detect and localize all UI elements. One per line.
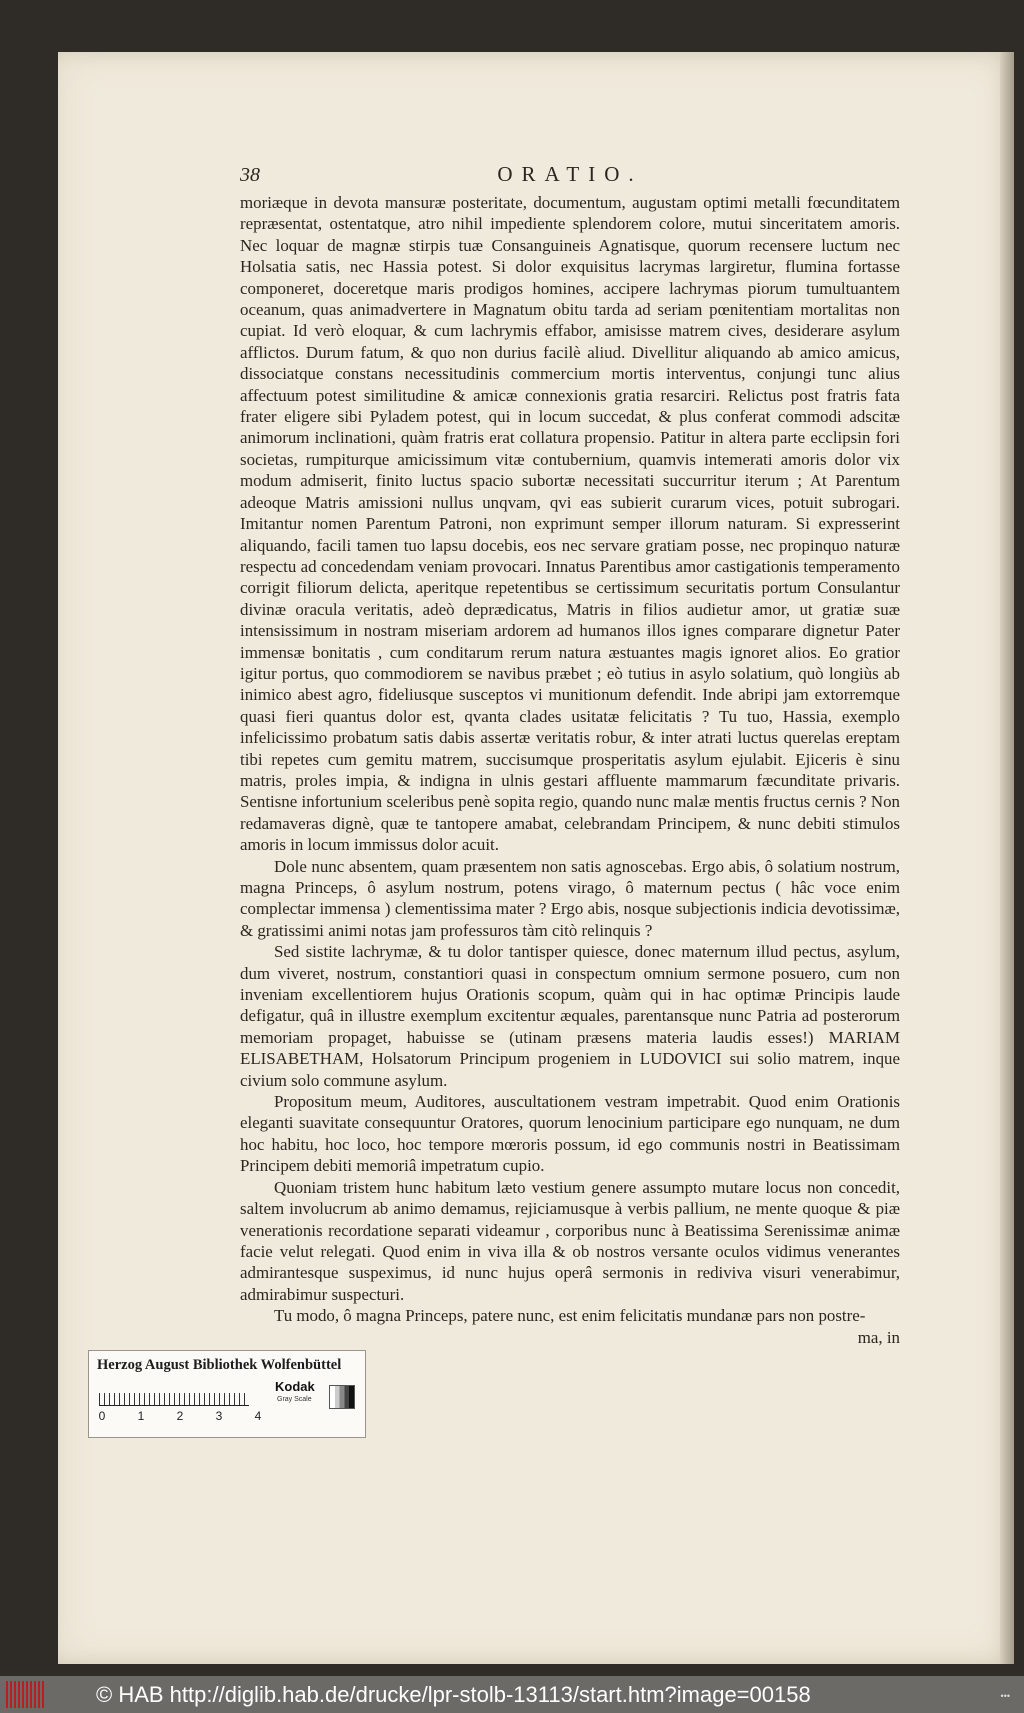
scale-number: 3	[215, 1409, 223, 1423]
scale-number: 1	[137, 1409, 145, 1423]
gray-scale-patch	[329, 1385, 355, 1409]
paragraph-4: Propositum meum, Auditores, auscultationem vestram impetrabit. Quod enim Orationis eleganti suavitate consequuntur Oratores, quorum lenocinium participare ego nunquam, ne dum hoc habitu, hoc loco, hoc tempore mœroris possum, id ego communis nostri in Beatissimam Principem debiti memoriâ impetratum cupio.	[240, 1092, 900, 1176]
running-head	[240, 160, 900, 190]
library-name: Herzog August Bibliothek Wolfenbüttel	[97, 1357, 342, 1373]
scale-ruler	[99, 1381, 249, 1406]
kodak-logo-text: Kodak	[275, 1379, 315, 1394]
footer-counter: •••	[1000, 1691, 1010, 1701]
footer-bar	[0, 1676, 1024, 1713]
page-number: 38	[240, 164, 260, 186]
paragraph-1: moriæque in devota mansuræ posteritate, documentum, augustam optimi metalli fœcunditatem repræsentat, ostentatque, atro nihil impediente splendorem colore, mutui sinceritatem amoris. Nec loquar de magnæ stirpis tuæ Consanguineis Agnatisque, quorum recensere luctum nec Holsatia satis, nec Hassia potest. Si dolor exquisitus lacrymas largiretur, flumina fortasse componeret, doceretque maris prodigos homines, accipere lachrymas piorum tumultuantem oceanum, quas animadvertere in Magnatum obitu tarda ad seriam pœnitentiam mortalitas non cupiat. Id verò eloquar, & cum lachrymis effabor, amisisse matrem cives, desiderare asylum afflictos. Durum fatum, & quo non durius facilè aliud. Divellitur aliquando ab amico amicus, dissociatque constans necessitudinis commercium mortis interventus, conjungi tunc alius affectuum potest similitudine & amicæ connexionis gratia resarciri. Relictus post fratris fata frater eligere sibi Pyladem potest, qui in locum succedat, & plus conferat commodi adscitæ animorum inclinationi, quàm fratris erat collatura propensio. Patitur in altera parte ecclipsin fori societas, rumpiturque amicissimum vitæ contubernium, quamvis intemerati amoris dolor vix modum admiserit, finito luctus spacio subortæ necessitati succurritur iterum ; At Parentum adeoque Matris amissioni nullus unqvam, qvi eas subierit curarum vices, potuit subrogari. Imitantur nomen Parentum Patroni, non exprimunt semper illorum naturam. Si expresserint aliquando, facili tamen tuo lapsu docebis, eos nec servare gratiam posse, nec propinquo naturæ respectu ad concedendam veniam provocari. Innatus Parentibus amor castigationis temperamento corrigit filiorum delicta, aperitque repetentibus se certissimum securitatis portum Consulantur divinæ oracula veritatis, adeò deprædicatus, Matris in filios audietur amor, ut gratiæ suæ intensissimum in nostram miseriam ardorem ad humanos illos ignes comparare dignetur Pater immensæ bonitatis , cum conditarum rerum natura æstuantes magis ignoret alios. Eo gratior igitur portus, quo commodiorem se navibus præbet ; eò tutius in asylo solatium, quò longiùs ab inimico abest agro, fideliusque susceptos vi munitionum defendit. Inde abripi jam extorremque quasi fieri quantus dolor est, qvanta clades usitatæ felicitatis ? Tu tuo, Hassia, exemplo infelicissimo probatum satis dabis assertæ veritatis robur, & inter atrati luctus querelas ereptam tibi repetes cum gemitu matrem, succisumque prosperitatis asylum ejulabit. Ejiceris è sinu matris, proles impia, & indigna in ulnis gestari affluente mammarum fæcunditate privaris. Sentisne infortunium sceleribus penè sopita regio, quando nunc malæ mentis fructus cernis ? Non redamaveras dignè, quæ te tantopere amabat, celebrandam Principem, & nunc debiti stimulos amoris in locum immissus dolor acuit.	[240, 193, 900, 855]
text-block	[240, 160, 900, 1348]
scale-number: 4	[254, 1409, 262, 1423]
hab-logo-icon	[6, 1681, 44, 1708]
scale-numbers	[95, 1409, 265, 1423]
gray-scale-text: Gray Scale	[277, 1396, 312, 1403]
running-title: ORATIO.	[497, 162, 643, 186]
paragraph-2: Dole nunc absentem, quam præsentem non satis agnoscebas. Ergo abis, ô solatium nostrum, magna Princeps, ô asylum nostrum, potens virago, ô maternum pectus ( hâc voce enim complectar immensa ) clementissima mater ? Ergo abis, nosque subjectionis indicia devotissimæ, & gratissimi animi notas jam professuros tàm citò relinquis ?	[240, 856, 900, 940]
footer-url-text: © HAB http://diglib.hab.de/drucke/lpr-stolb-13113/start.htm?image=00158	[96, 1682, 811, 1707]
scale-number: 0	[98, 1409, 106, 1423]
page-edge	[1000, 52, 1014, 1664]
catchword: ma, in	[857, 1327, 900, 1347]
paragraph-6: Tu modo, ô magna Princeps, patere nunc, est enim felicitatis mundanæ pars non postre-	[274, 1306, 866, 1326]
paragraph-5: Quoniam tristem hunc habitum læto vestium genere assumpto mutare locus non concedit, saltem involucrum ab animo demamus, rejiciamusque à verbis pallium, ne mente quoque & piæ venerationis recordatione separati videamur , corporibus nunc à Beatissima Serenissimæ animæ facie velut relegati. Quod enim in viva illa & ob nostros versante oculos vidimus venerantes admirantesque suspeximus, id nunc hujus operâ sermonis in rediviva visuri venerabimur, admirabimur suspecturi.	[240, 1177, 900, 1304]
library-label	[88, 1350, 366, 1438]
scale-number: 2	[176, 1409, 184, 1423]
paragraph-3: Sed sistite lachrymæ, & tu dolor tantisper quiesce, donec maternum illud pectus, asylum, dum viveret, nostrum, constantiori quasi in conspectum omnium sermone posuero, cum non inveniam excellentiorem hujus Orationis scopum, quàm qui in hac optimæ Principis laude defigatur, quâ in illustre exemplum excitentur æquales, parentansque nunc Patria ad posterorum memoriam propaget, habuisse se (utinam præsens materia laudis esses!) MARIAM ELISABETHAM, Holsatorum Principum progeniem in LUDOVICI sui solio matrem, inque civium solo commune asylum.	[240, 942, 900, 1090]
